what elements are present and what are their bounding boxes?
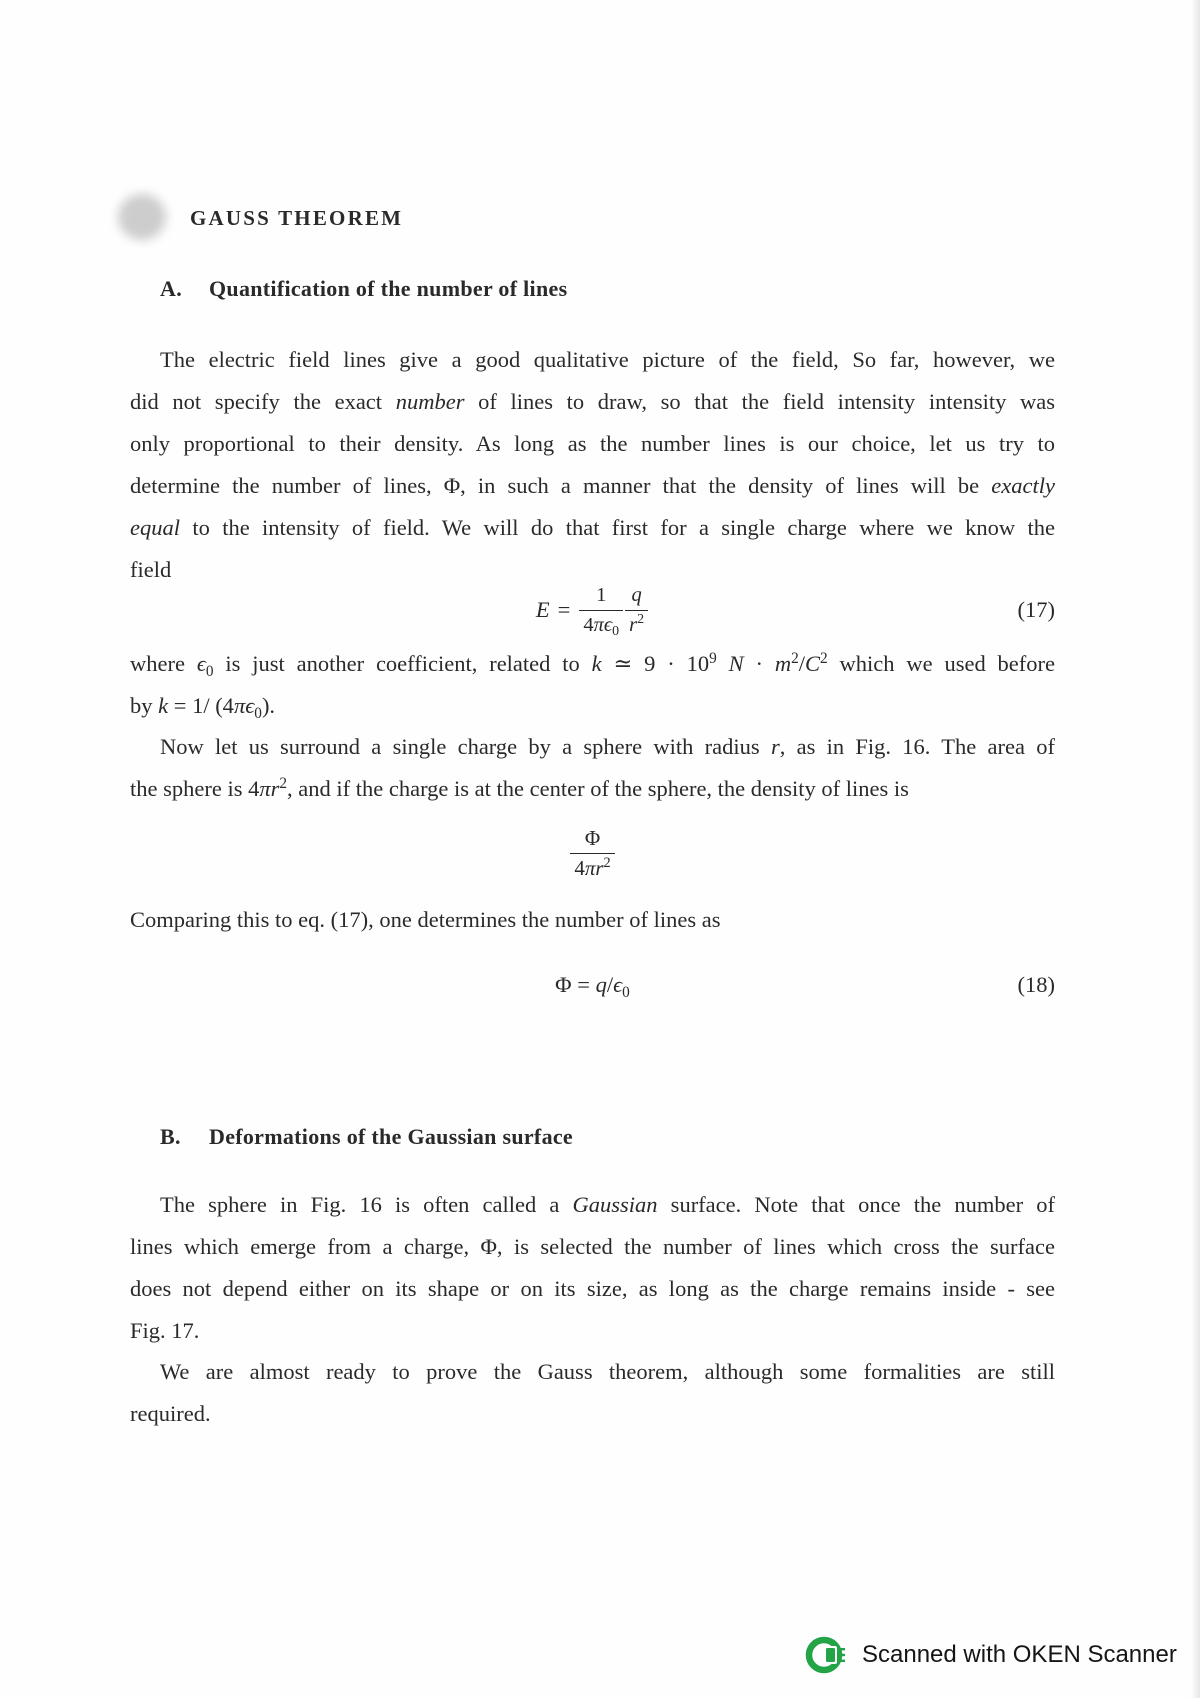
text-run: · <box>743 651 775 676</box>
redacted-mark-blur <box>118 194 166 240</box>
text-run <box>717 651 729 676</box>
subscript: 0 <box>205 662 214 680</box>
section-a-paragraph-2 <box>130 643 1055 727</box>
italic-text-run: r <box>770 734 780 759</box>
text-line <box>130 1393 1055 1435</box>
italic-text-run: m <box>774 651 792 676</box>
text-line <box>130 685 1055 727</box>
equation-18-number: (18) <box>1017 972 1055 997</box>
equation-18-body <box>555 972 630 1001</box>
logo-dash <box>839 1660 845 1662</box>
text-run: 4 <box>574 855 585 880</box>
display-fraction <box>130 822 1055 884</box>
text-run: , and if the charge is at the center of the sphere, the density of lines is <box>287 776 909 801</box>
logo-dash <box>839 1654 845 1656</box>
italic-text-run: exactly <box>991 473 1055 498</box>
italic-text-run: πr <box>259 776 280 801</box>
text-run: of lines to draw, so that the field intensity intensity was <box>464 389 1055 414</box>
text-line <box>130 1226 1055 1268</box>
text-run: to the intensity of field. We will do that first for a single charge where we know the <box>180 515 1055 540</box>
text-line <box>130 339 1055 381</box>
text-line <box>130 1184 1055 1226</box>
text-line <box>130 899 1055 941</box>
text-run: only proportional to their density. As long as the number lines is our choice, let us try to <box>130 431 1055 456</box>
scanner-label: Scanned with OKEN Scanner <box>862 1641 1177 1668</box>
logo-sheet <box>826 1648 835 1662</box>
superscript: 9 <box>709 649 717 667</box>
equation-17 <box>130 580 1055 640</box>
fraction-denominator <box>625 610 648 638</box>
fraction-denominator <box>570 853 614 881</box>
text-run: the sphere is 4 <box>130 776 260 801</box>
text-run: / <box>798 651 806 676</box>
section-b-paragraph-2 <box>130 1351 1055 1435</box>
fraction-numerator <box>581 826 604 853</box>
text-line <box>130 507 1055 549</box>
italic-text-run: ϵ <box>196 651 206 676</box>
italic-text-run: q <box>631 583 642 606</box>
text-run: Φ <box>584 825 601 850</box>
superscript: 2 <box>603 854 611 871</box>
chapter-heading: GAUSS THEOREM <box>190 206 404 230</box>
text-line <box>130 1310 1055 1352</box>
text-run: ). <box>261 693 276 718</box>
superscript: 2 <box>791 649 799 667</box>
equation-17-relation: = <box>557 597 571 622</box>
subscript: 0 <box>622 983 630 1001</box>
fraction-denominator <box>579 610 623 638</box>
section-a-title: Quantification of the number of lines <box>209 276 568 301</box>
italic-text-run: E <box>535 597 550 622</box>
fraction-numerator <box>627 583 645 610</box>
italic-text-run: πϵ <box>593 613 613 636</box>
text-run: The electric field lines give a good qualitative picture of the field, So far, however, we <box>160 347 1055 372</box>
text-run: 4 <box>583 613 594 636</box>
text-run: which we used before <box>827 651 1056 676</box>
text-run: lines which emerge from a charge, Φ, is selected the number of lines which cross the surface <box>130 1234 1055 1259</box>
section-b-label: B. <box>160 1124 181 1149</box>
text-run: required. <box>130 1401 211 1426</box>
superscript: 2 <box>637 611 645 627</box>
text-run: We are almost ready to prove the Gauss theorem, although some formalities are still <box>160 1359 1055 1384</box>
text-run: Fig. 17. <box>130 1318 200 1343</box>
text-run: , as in Fig. 16. The area of <box>779 734 1055 759</box>
italic-text-run: k <box>158 693 169 718</box>
text-run: Comparing this to eq. (17), one determines the number of lines as <box>130 907 721 932</box>
text-run: 1 <box>596 583 607 606</box>
italic-text-run: k <box>591 651 602 676</box>
text-run: = 1/ (4 <box>168 693 234 718</box>
logo-dash <box>839 1648 845 1650</box>
italic-text-run: equal <box>130 515 180 540</box>
text-run: did not specify the exact <box>130 389 396 414</box>
oken-scanner-logo-icon <box>805 1634 847 1676</box>
text-run: / <box>606 972 614 997</box>
section-b-paragraph-1 <box>130 1184 1055 1352</box>
subscript: 0 <box>254 704 262 722</box>
equation-18 <box>130 968 1055 1002</box>
italic-text-run: r <box>629 613 638 636</box>
density-fraction <box>570 826 614 881</box>
text-run: The sphere in Fig. 16 is often called a <box>160 1192 573 1217</box>
section-b-title: Deformations of the Gaussian surface <box>209 1124 573 1149</box>
italic-text-run: ϵ <box>613 972 623 997</box>
fraction-numerator <box>592 583 610 610</box>
text-line <box>130 381 1055 423</box>
italic-text-run: q <box>595 972 607 997</box>
italic-text-run: N <box>728 651 744 676</box>
italic-text-run: Gaussian <box>572 1192 658 1217</box>
text-line <box>130 643 1055 685</box>
italic-text-run: C <box>805 651 821 676</box>
section-a-paragraph-4 <box>130 899 1055 941</box>
text-run: is just another coefficient, related to <box>213 651 592 676</box>
scanner-watermark <box>805 1634 1177 1676</box>
section-a-label: A. <box>160 276 182 301</box>
text-line <box>130 768 1055 810</box>
superscript: 2 <box>820 649 828 667</box>
text-run: where <box>130 651 197 676</box>
section-a-paragraph-1 <box>130 339 1055 591</box>
text-run: ≃ 9 · 10 <box>601 651 710 676</box>
equation-17-fraction-2 <box>625 583 648 638</box>
text-line <box>130 1351 1055 1393</box>
text-line <box>130 423 1055 465</box>
text-run: determine the number of lines, Φ, in such a manner that the density of lines will be <box>130 473 992 498</box>
text-run: surface. Note that once the number of <box>657 1192 1055 1217</box>
italic-text-run: number <box>395 389 465 414</box>
text-run: Now let us surround a single charge by a sphere with radius <box>160 734 771 759</box>
equation-17-number: (17) <box>1017 597 1055 622</box>
section-b-heading <box>160 1123 573 1151</box>
section-a-paragraph-3 <box>130 726 1055 810</box>
text-run: Φ = <box>555 972 596 997</box>
italic-text-run: πϵ <box>233 693 255 718</box>
text-run: does not depend either on its shape or on its size, as long as the charge remains inside - see <box>130 1276 1055 1301</box>
superscript: 2 <box>279 774 288 792</box>
equation-17-lhs <box>536 597 550 623</box>
text-line <box>130 1268 1055 1310</box>
equation-17-fraction-1 <box>579 583 623 638</box>
text-line <box>130 726 1055 768</box>
text-run: field <box>130 557 172 582</box>
text-run: by <box>130 693 159 718</box>
italic-text-run: πr <box>584 855 604 880</box>
page-edge-shadow <box>1191 0 1200 1698</box>
section-a-heading <box>160 275 567 303</box>
subscript: 0 <box>612 623 620 639</box>
text-line <box>130 465 1055 507</box>
